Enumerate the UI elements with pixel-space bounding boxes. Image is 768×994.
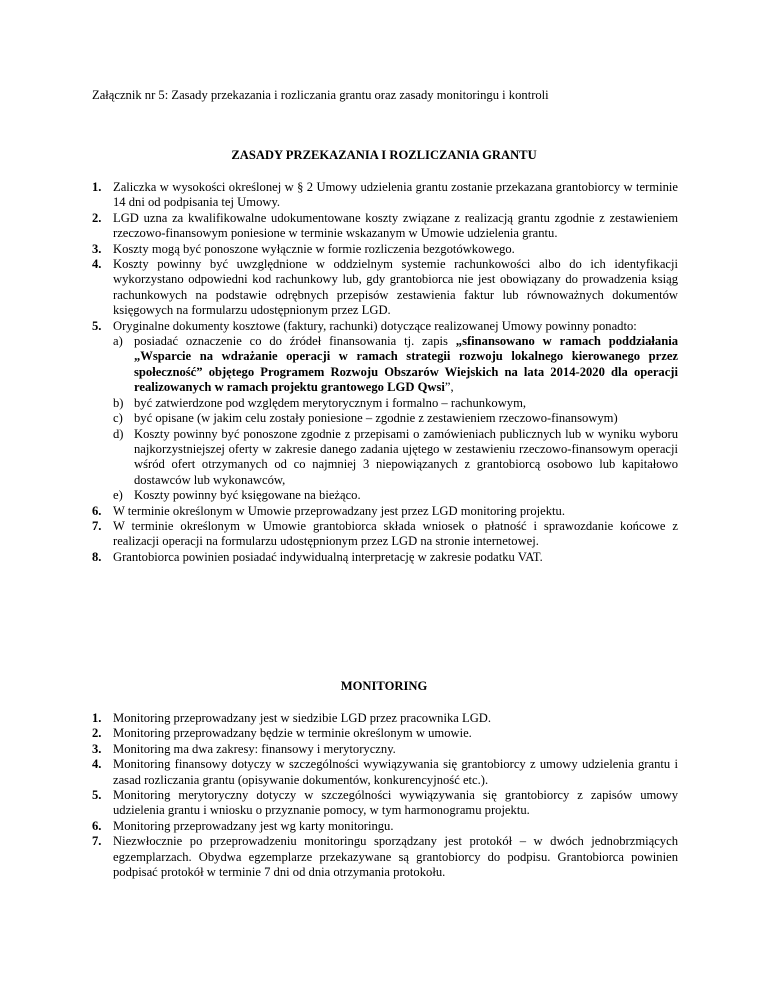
list-item: 3. Koszty mogą być ponoszone wyłącznie w formie rozliczenia bezgotówkowego. [92, 241, 515, 256]
grant-rules-list [92, 180, 678, 565]
list-item: 3. Monitoring ma dwa zakresy: finansowy i merytoryczny. [92, 741, 396, 756]
list-item: 2. Monitoring przeprowadzany będzie w terminie określonym w umowie. [92, 726, 472, 741]
list-item: 5. Oryginalne dokumenty kosztowe (faktury, rachunki) dotyczące realizowanej Umowy powinny ponadto: a) posiadać oznaczenie co do źródeł finansowania tj. zapis „sfinansowano w ramach poddziałania „Wsparcie na wdrażanie operacji w ramach strategii rozwoju lokalnego kierowanego przez społeczność” objętego Programem Rozwoju Obszarów Wiejskich na lata 2014-2020 dla operacji realizowanych w ramach projektu grantowego LGD Qwsi”, b) być zatwierdzone pod względem merytorycznym i formalno – rachunkowym, c) być opisane (w jakim celu zostały poniesione – zgodnie z zestawieniem rzeczowo-finansowym) d) Koszty powinny być ponoszone zgodnie z przepisami o zamówieniach publicznych lub w wyniku wyboru najkorzystniejszej oferty w zakresie danego zadania ujętego w zestawieniu rzeczowo-finansowym operacji wśród ofert otrzymanych od co najmniej 3 niepowiązanych z grantobiorcą osobowo lub kapitałowo dostawców lub wykonawców, e) Koszty powinny być księgowane na bieżąco. [92, 318, 678, 503]
attachment-header: Załącznik nr 5: Zasady przekazania i rozliczania grantu oraz zasady monitoringu i kontroli [92, 88, 549, 102]
sublist-item: d) Koszty powinny być ponoszone zgodnie z przepisami o zamówieniach publicznych lub w wyniku wyboru najkorzystniejszej oferty w zakresie danego zadania ujętego w zestawieniu rzeczowo-finansowym operacji wśród ofert otrzymanych od co najmniej 3 niepowiązanych z grantobiorcą osobowo lub kapitałowo dostawców lub wykonawców, [113, 426, 678, 487]
sublist-item: c) być opisane (w jakim celu zostały poniesione – zgodnie z zestawieniem rzeczowo-finansowym) [113, 411, 618, 426]
list-item: 7. W terminie określonym w Umowie grantobiorca składa wniosek o płatność i sprawozdanie końcowe z realizacji operacji na formularzu udostępnionym przez LGD na stronie internetowej. [92, 518, 678, 549]
documents-requirements-sublist [113, 334, 678, 503]
monitoring-list [92, 711, 678, 880]
section-title-grant: ZASADY PRZEKAZANIA I ROZLICZANIA GRANTU [231, 148, 537, 162]
list-item: 1. Zaliczka w wysokości określonej w § 2 Umowy udzielenia grantu zostanie przekazana grantobiorcy w terminie 14 dni od podpisania tej Umowy. [92, 180, 678, 210]
sublist-item: a) posiadać oznaczenie co do źródeł finansowania tj. zapis „sfinansowano w ramach poddziałania „Wsparcie na wdrażanie operacji w ramach strategii rozwoju lokalnego kierowanego przez społeczność” objętego Programem Rozwoju Obszarów Wiejskich na lata 2014-2020 dla operacji realizowanych w ramach projektu grantowego LGD Qwsi”, [113, 334, 678, 395]
list-item: 5. Monitoring merytoryczny dotyczy w szczególności wywiązywania się grantobiorcy z zapisów umowy udzielenia grantu i wniosku o przyznanie pomocy, w tym harmonogramu projektu. [92, 788, 678, 818]
list-item: 4. Monitoring finansowy dotyczy w szczególności wywiązywania się grantobiorcy z umowy udzielenia grantu i zasad rozliczania grantu (opisywanie dokumentów, konkurencyjność etc.). [92, 757, 678, 787]
list-item: 8. Grantobiorca powinien posiadać indywidualną interpretację w zakresie podatku VAT. [92, 549, 543, 564]
list-item: 2. LGD uzna za kwalifikowalne udokumentowane koszty związane z realizacją grantu zgodnie z zestawieniem rzeczowo-finansowym poniesione w terminie wskazanym w Umowie udzielenia grantu. [92, 210, 678, 241]
list-item: 7. Niezwłocznie po przeprowadzeniu monitoringu sporządzany jest protokół – w dwóch jednobrzmiących egzemplarzach. Obydwa egzemplarze przekazywane są grantobiorcy do podpisu. Grantobiorca powinien podpisać protokół w terminie 7 dni od dnia otrzymania protokołu. [92, 834, 678, 880]
section-title-monitoring: MONITORING [340, 679, 428, 693]
list-item: 4. Koszty powinny być uwzględnione w oddzielnym systemie rachunkowości albo do ich identyfikacji wykorzystano odpowiedni kod rachunkowy lub, gdy grantobiorca nie jest obowiązany do prowadzenia ksiąg rachunkowych na podstawie odrębnych przepisów zestawienia faktur lub równoważnych dokumentów księgowych na formularzu udostępnionym przez LGD. [92, 257, 678, 318]
list-item: 6. W terminie określonym w Umowie przeprowadzany jest przez LGD monitoring projektu. [92, 503, 565, 518]
sublist-item: e) Koszty powinny być księgowane na bieżąco. [113, 488, 361, 503]
sublist-item: b) być zatwierdzone pod względem merytorycznym i formalno – rachunkowym, [113, 395, 527, 410]
list-item: 1. Monitoring przeprowadzany jest w siedzibie LGD przez pracownika LGD. [92, 711, 492, 725]
list-item: 6. Monitoring przeprowadzany jest wg karty monitoringu. [92, 818, 394, 833]
